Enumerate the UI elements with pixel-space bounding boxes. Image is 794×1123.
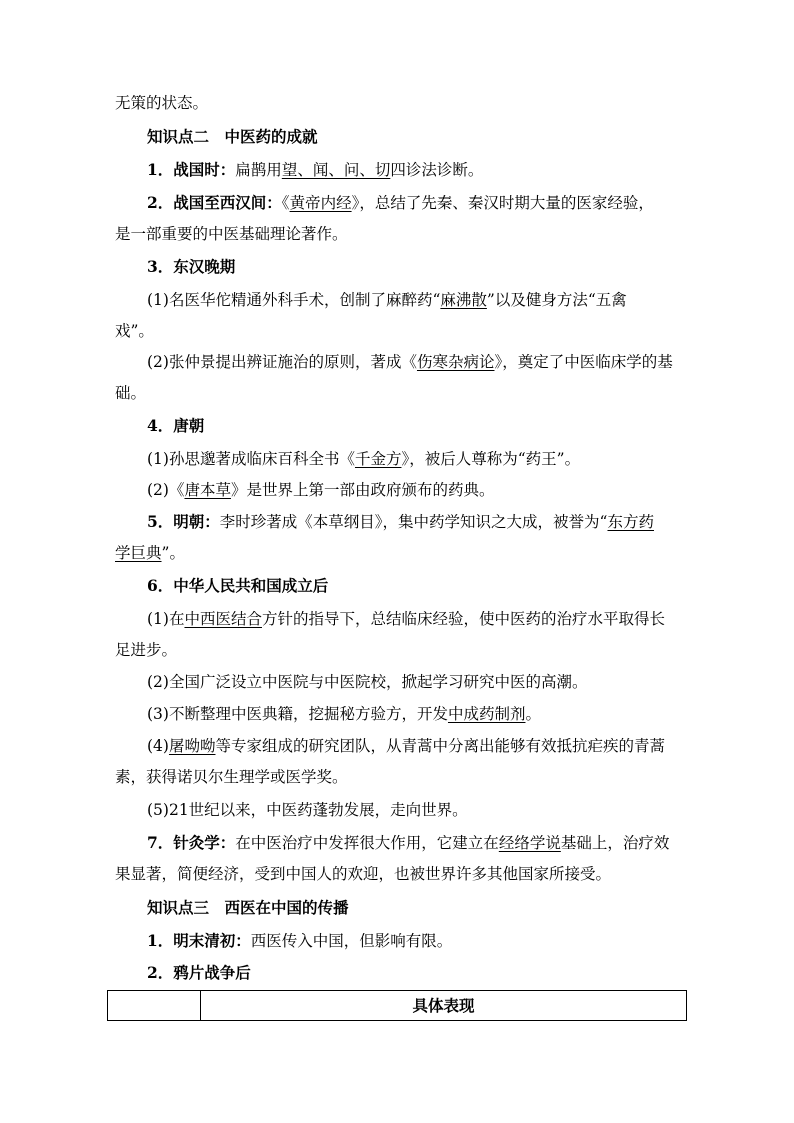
item-prc-heading: 6．中华人民共和国成立后 <box>147 576 329 595</box>
item-sun-simiao: (1)孙思邈著成临床百科全书《千金方》，被后人尊称为“药王”。 <box>147 450 581 468</box>
item-warring-states: 1．战国时：扁鹊用望、闻、问、切四诊法诊断。 <box>147 160 484 179</box>
item-prc-4: (4)屠呦呦等专家组成的研究团队，从青蒿中分离出能够有效抵抗疟疾的青蒿 <box>147 737 665 755</box>
section-heading-2: 知识点二 中医药的成就 <box>147 127 318 146</box>
item-prc-2: (2)全国广泛设立中医院与中医院校，掀起学习研究中医的高潮。 <box>147 673 588 691</box>
performance-table <box>107 990 687 1021</box>
item-prc-5: (5)21世纪以来，中医药蓬勃发展，走向世界。 <box>147 801 468 819</box>
item-huangdi-neijing-cont: 是一部重要的中医基础理论著作。 <box>115 225 348 243</box>
item-late-ming: 1．明末清初：西医传入中国，但影响有限。 <box>147 931 453 950</box>
item-ming-cont: 学巨典”。 <box>115 544 185 562</box>
item-acupuncture-cont: 果显著，简便经济，受到中国人的欢迎，也被世界许多其他国家所接受。 <box>115 865 612 883</box>
item-eastern-han-heading: 3．东汉晚期 <box>147 257 236 276</box>
item-tang-heading: 4．唐朝 <box>147 416 205 435</box>
item-prc-1-cont: 足进步。 <box>115 641 178 659</box>
section-heading-3: 知识点三 西医在中国的传播 <box>147 898 349 917</box>
item-hua-tuo: (1)名医华佗精通外科手术，创制了麻醉药“麻沸散”以及健身方法“五禽 <box>147 291 627 309</box>
table-header-empty-cell <box>108 991 201 1021</box>
item-prc-1: (1)在中西医结合方针的指导下，总结临床经验，使中医药的治疗水平取得长 <box>147 610 665 628</box>
table-header-details: 具体表现 <box>201 991 687 1021</box>
item-prc-3: (3)不断整理中医典籍，挖掘秘方验方，开发中成药制剂。 <box>147 705 541 723</box>
item-zhang-zhongjing-cont: 础。 <box>115 384 147 402</box>
table-header-row <box>108 991 687 1021</box>
item-prc-4-cont: 素，获得诺贝尔生理学或医学奖。 <box>115 768 348 786</box>
item-acupuncture: 7．针灸学：在中医治疗中发挥很大作用，它建立在经络学说基础上，治疗效 <box>147 833 670 852</box>
item-tang-bencao: (2)《唐本草》是世界上第一部由政府颁布的药典。 <box>147 481 495 499</box>
item-zhang-zhongjing: (2)张仲景提出辨证施治的原则，著成《伤寒杂病论》，奠定了中医临床学的基 <box>147 353 673 371</box>
item-huangdi-neijing: 2．战国至西汉间：《黄帝内经》，总结了先秦、秦汉时期大量的医家经验， <box>147 193 654 212</box>
item-hua-tuo-cont: 戏”。 <box>115 322 154 340</box>
paragraph-continuation: 无策的状态。 <box>115 94 209 112</box>
item-opium-war: 2．鸦片战争后 <box>147 963 251 982</box>
item-ming: 5．明朝：李时珍著成《本草纲目》，集中药学知识之大成，被誉为“东方药 <box>147 512 654 531</box>
